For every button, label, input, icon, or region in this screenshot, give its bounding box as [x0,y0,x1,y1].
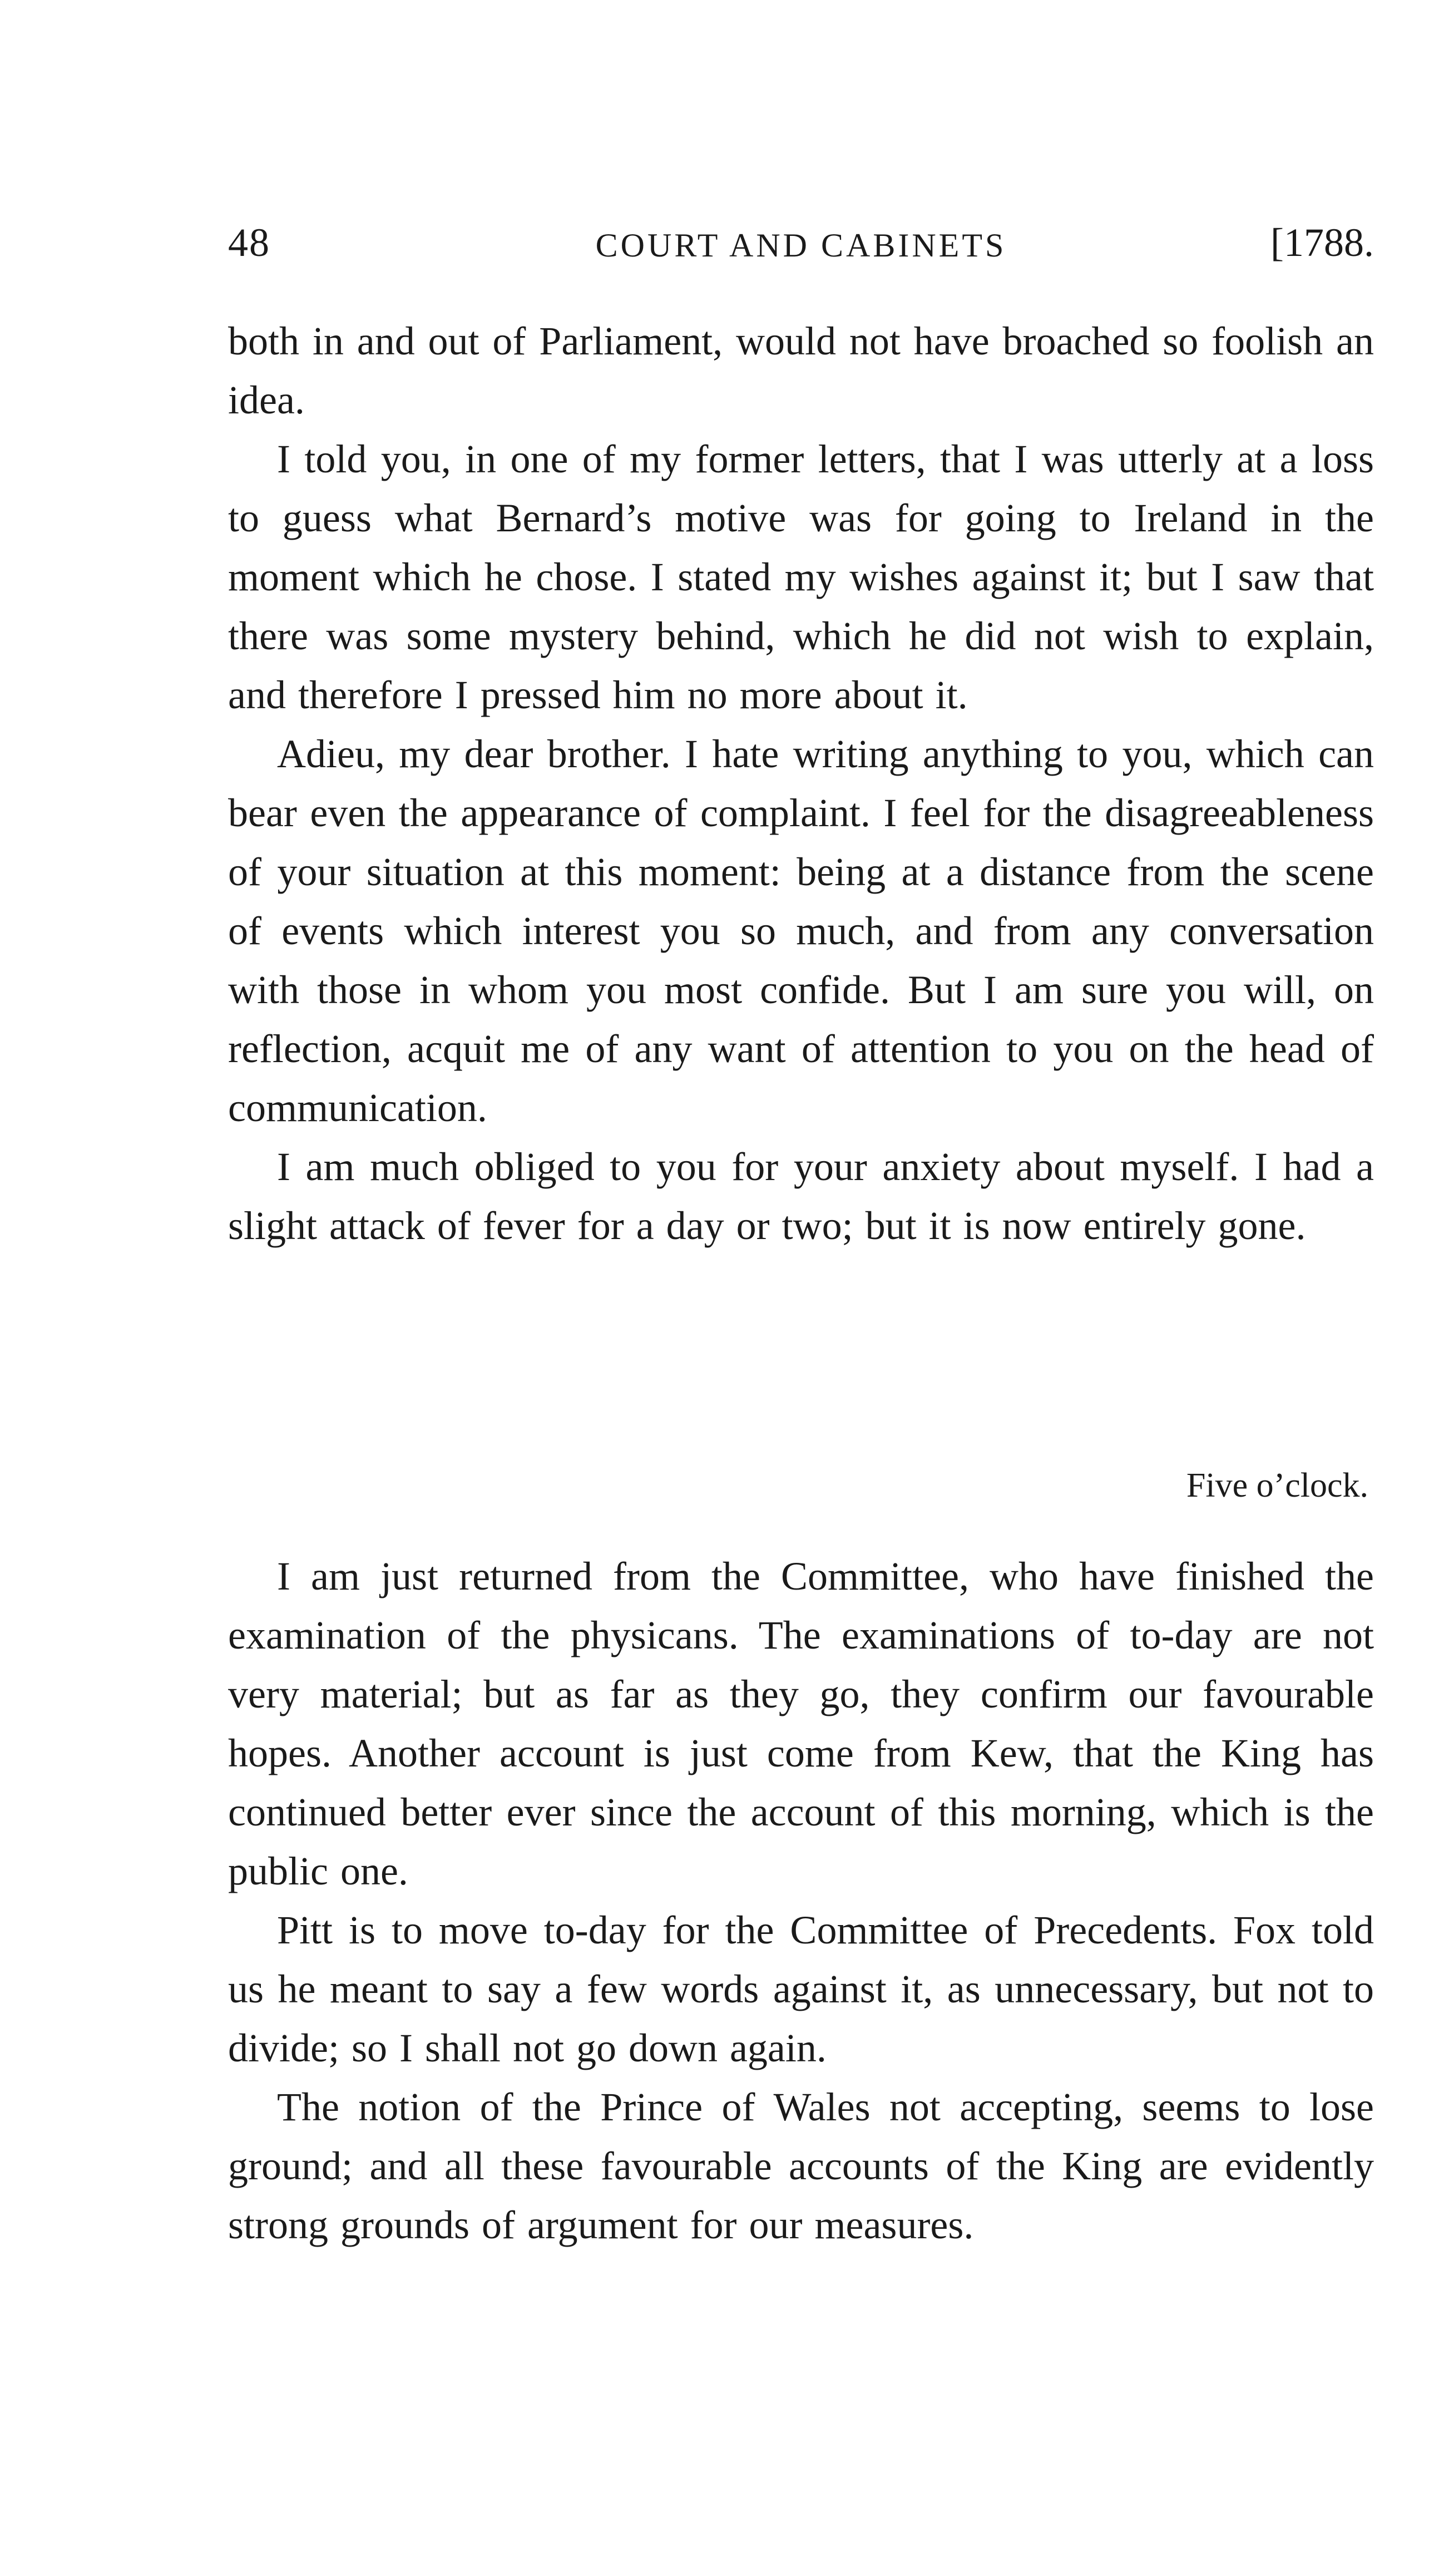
paragraph: The notion of the Prince of Wales not accepting, seems to lose ground; and all these favourable accounts of the King are evidently strong grounds of argument for our measures. [228,2085,1374,2247]
page-number: 48 [228,220,270,265]
paragraph: I am much obliged to you for your anxiety about myself. I had a slight attack of fever for a day or two; but it is now entirely gone. [228,1144,1374,1248]
time-note: Five o’clock. [1186,1467,1368,1504]
paragraph: Pitt is to move to-day for the Committee of Precedents. Fox told us he meant to say a few words against it, as unnecessary, but not to divide; so I shall not go down again. [228,1908,1374,2070]
paragraph: I told you, in one of my former letters, that I was utterly at a loss to guess what Bernard’s motive was for going to Ireland in the moment which he chose. I stated my wishes against it; but I saw that there was some mystery behind, which he did not wish to explain, and therefore I pressed him no more about it. [228,437,1374,717]
running-title: COURT AND CABINETS [595,227,1007,264]
paragraph-continuation: both in and out of Parliament, would not have broached so foolish an idea. [228,319,1374,422]
paragraph: Adieu, my dear brother. I hate writing anything to you, which can bear even the appearance of complaint. I feel for the disagreeableness of your situation at this moment: being at a distance from the scene of events which interest you so much, and from any conversation with those in whom you most confide. But I am sure you will, on reflection, acquit me of any want of attention to you on the head of communication. [228,732,1374,1130]
paragraph: I am just returned from the Committee, who have finished the examination of the physicans. The examinations of to-day are not very material; but as far as they go, they confirm our favourable hopes. Another account is just come from Kew, that the King has continued better ever since the account of this morning, which is the public one. [228,1554,1374,1893]
text-block-before [228,312,1374,1255]
running-year: [1788. [1270,220,1374,265]
text-block-after [228,1547,1374,2254]
running-head [228,220,1374,275]
